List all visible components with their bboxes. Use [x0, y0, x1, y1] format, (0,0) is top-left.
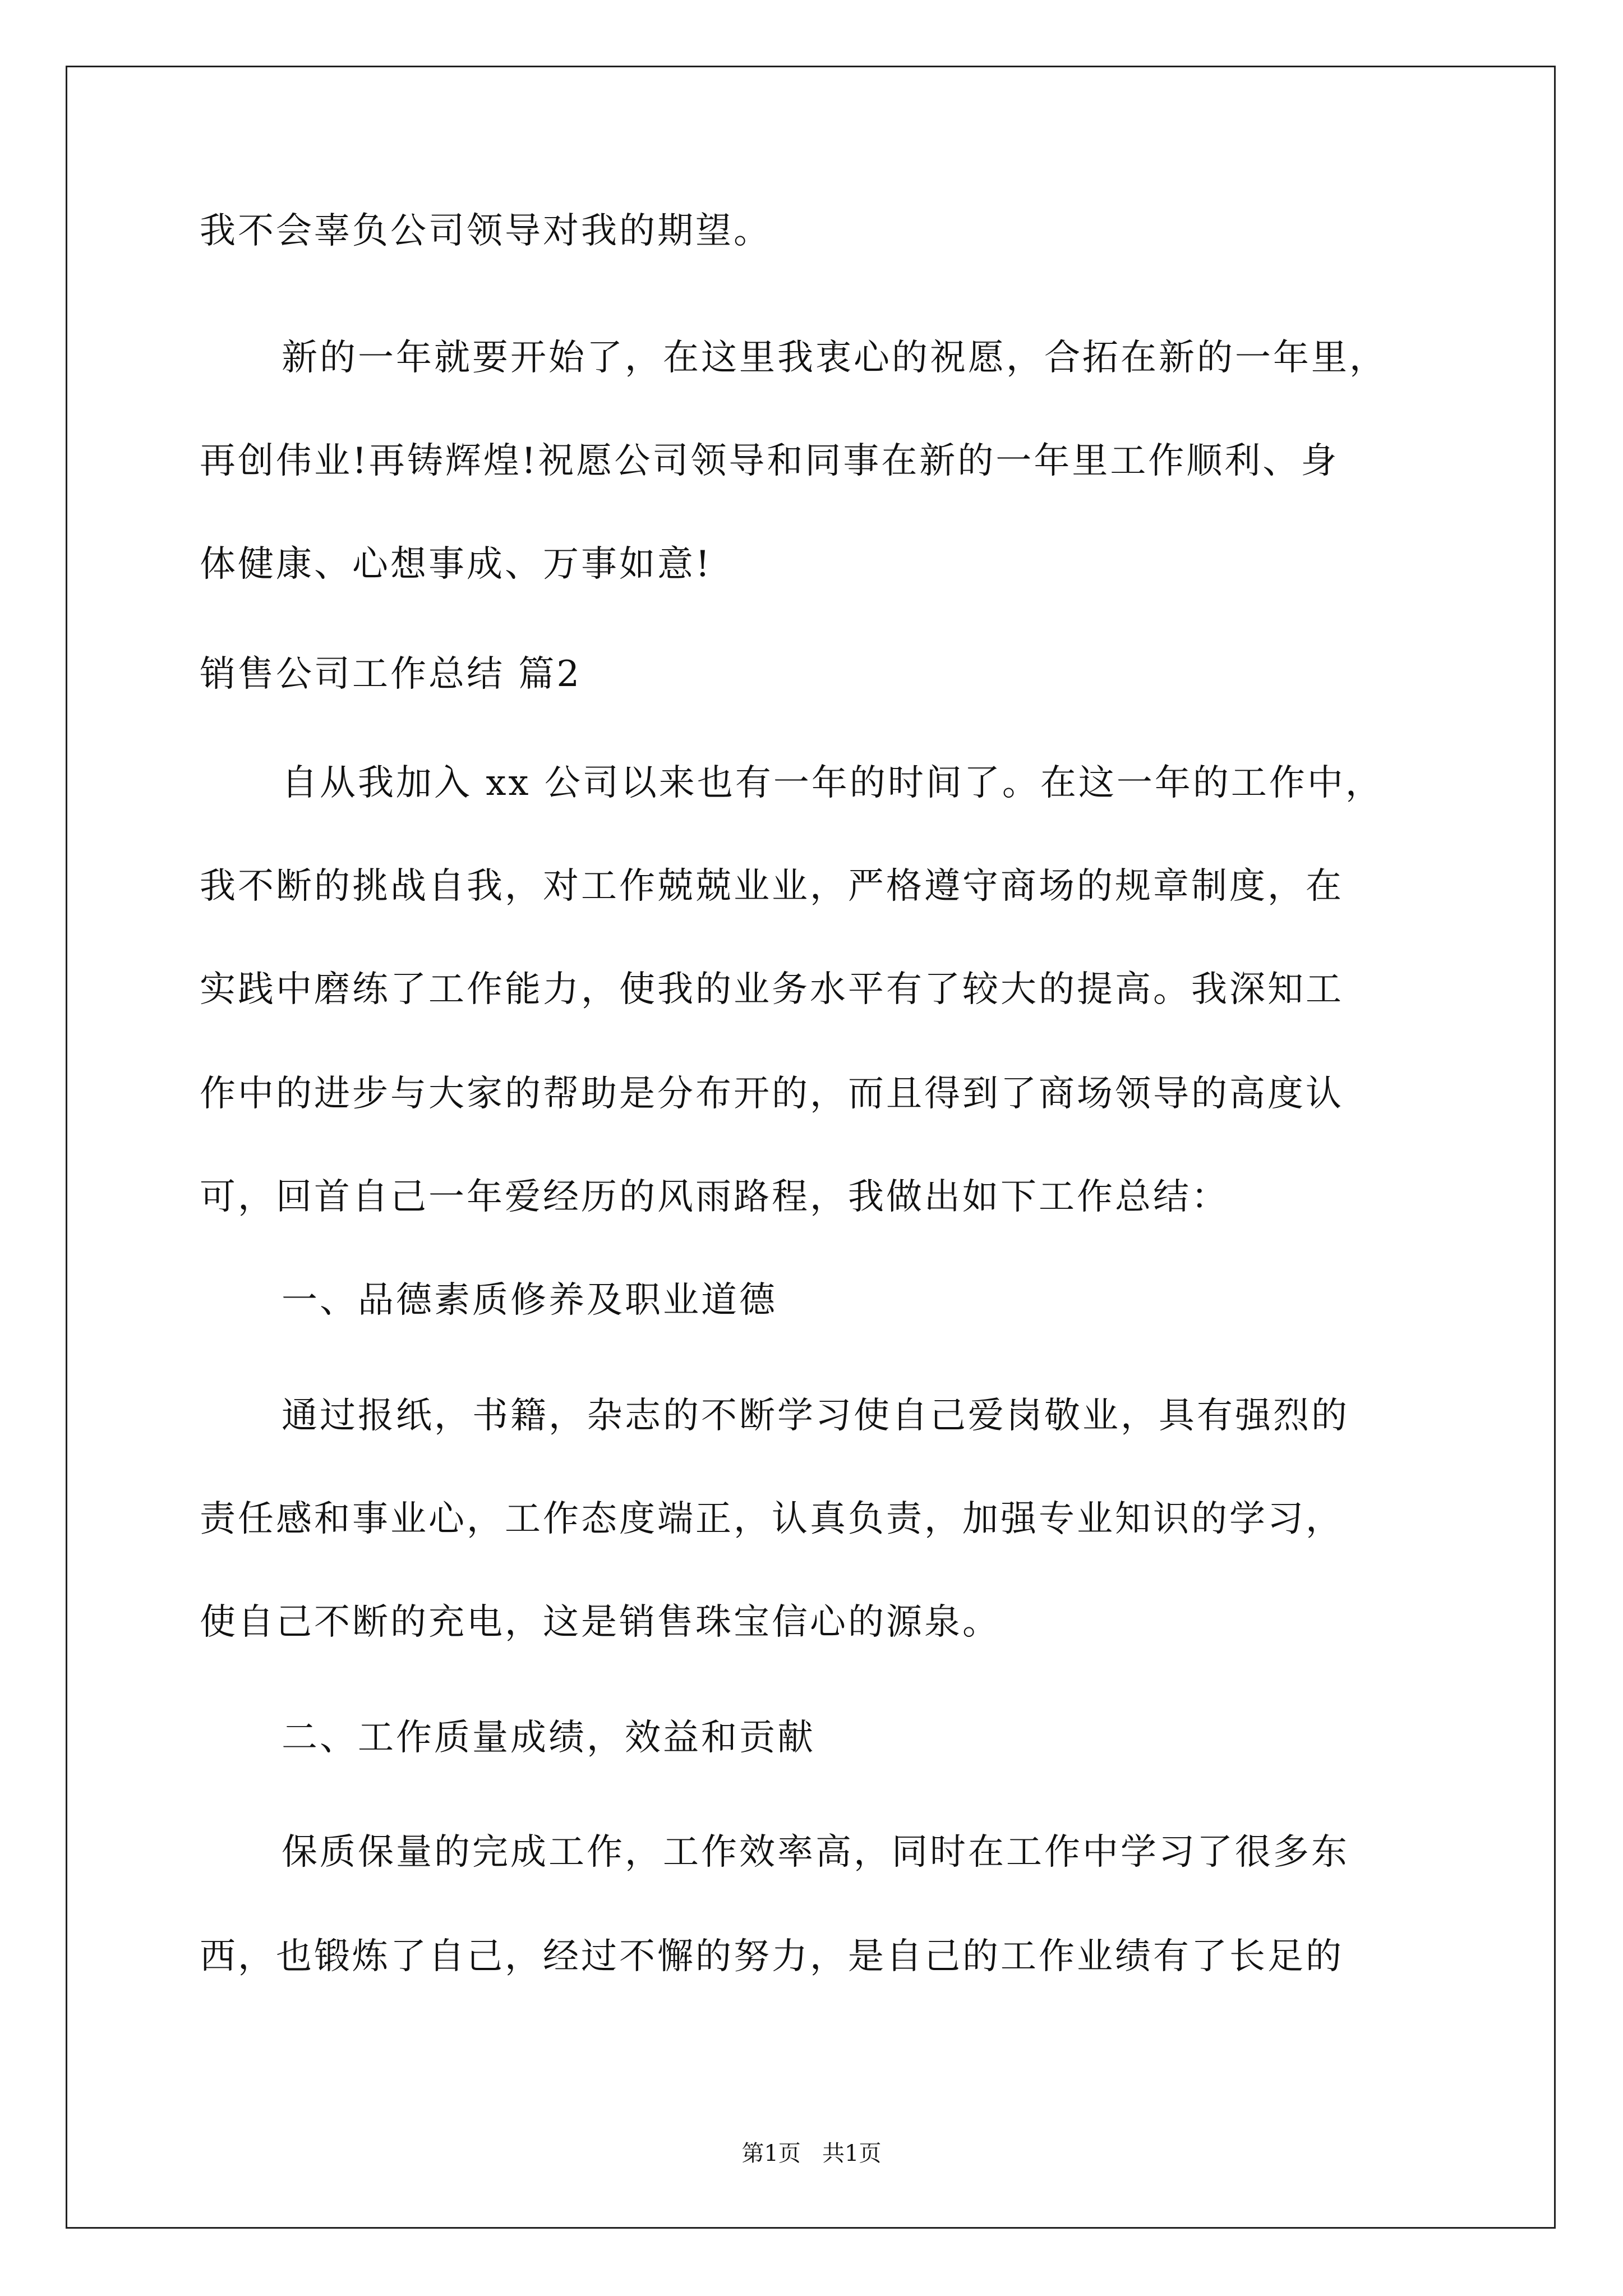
page-number-footer: 第1页 共1页 [741, 2141, 882, 2166]
paragraph-line: 体健康、心想事成、万事如意! [200, 544, 712, 585]
page-border [66, 66, 1556, 2229]
paragraph-line: 自从我加入 xx 公司以来也有一年的时间了。在这一年的工作中， [282, 762, 1384, 804]
paragraph-line: 使自己不断的充电，这是销售珠宝信心的源泉。 [200, 1602, 1000, 1643]
subheading: 一、品德素质修养及职业道德 [282, 1280, 777, 1321]
subheading: 二、工作质量成绩，效益和贡献 [282, 1717, 815, 1759]
paragraph-line: 责任感和事业心，工作态度端正，认真负责，加强专业知识的学习， [200, 1498, 1344, 1540]
paragraph-line: 作中的进步与大家的帮助是分布开的，而且得到了商场领导的高度认 [200, 1073, 1344, 1115]
paragraph-line: 保质保量的完成工作，工作效率高，同时在工作中学习了很多东 [282, 1832, 1349, 1873]
paragraph-line: 新的一年就要开始了，在这里我衷心的祝愿，合拓在新的一年里， [282, 337, 1387, 379]
paragraph-line: 通过报纸，书籍，杂志的不断学习使自己爱岗敬业，具有强烈的 [282, 1395, 1349, 1437]
paragraph-line: 再创伟业!再铸辉煌!祝愿公司领导和同事在新的一年里工作顺利、身 [200, 440, 1339, 482]
paragraph-line: 西，也锻炼了自己，经过不懈的努力，是自己的工作业绩有了长足的 [200, 1936, 1344, 1977]
paragraph-line: 可，回首自己一年爱经历的风雨路程，我做出如下工作总结： [200, 1176, 1229, 1218]
section-heading: 销售公司工作总结 篇2 [200, 654, 582, 695]
paragraph-line: 实践中磨练了工作能力，使我的业务水平有了较大的提高。我深知工 [200, 969, 1344, 1010]
paragraph-line: 我不断的挑战自我，对工作兢兢业业，严格遵守商场的规章制度，在 [200, 866, 1344, 907]
paragraph-line: 我不会辜负公司领导对我的期望。 [200, 210, 772, 252]
